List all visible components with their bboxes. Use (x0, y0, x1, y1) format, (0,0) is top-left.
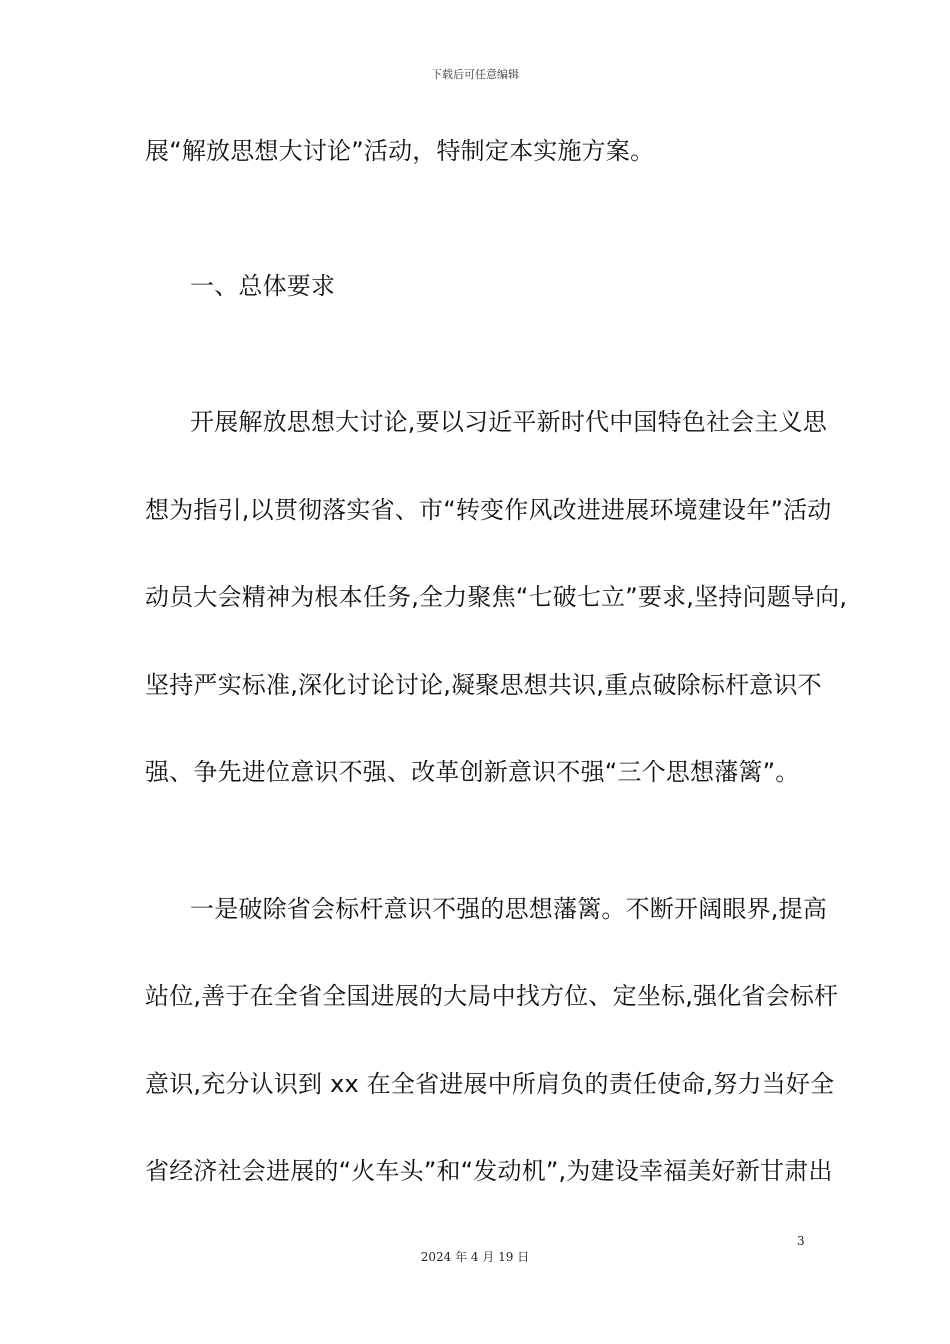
body-line: 站位,善于在全省全国进展的大局中找方位、定坐标,强化省会标杆 (145, 982, 839, 1010)
body-line: 动员大会精神为根本任务,全力聚焦“七破七立”要求,坚持问题导向, (145, 583, 848, 611)
body-line: 坚持严实标准,深化讨论讨论,凝聚思想共识,重点破除标杆意识不 (145, 671, 822, 699)
footer-date: 2024 年 4 月 19 日 (420, 1250, 530, 1264)
body-line: 意识,充分认识到 xx 在全省进展中所肩负的责任使命,努力当好全 (145, 1070, 835, 1098)
page-number: 3 (797, 1234, 805, 1248)
body-line: 一是破除省会标杆意识不强的思想藩篱。不断开阔眼界,提高 (190, 895, 828, 923)
body-line: 强、争先进位意识不强、改革创新意识不强“三个思想藩篱”。 (145, 758, 800, 786)
section-heading: 一、总体要求 (190, 272, 336, 300)
body-line: 展“解放思想大讨论”活动，特制定本实施方案。 (145, 137, 655, 165)
body-line: 想为指引,以贯彻落实省、市“转变作风改进进展环境建设年”活动 (145, 496, 832, 524)
body-line: 开展解放思想大讨论,要以习近平新时代中国特色社会主义思 (190, 408, 828, 436)
page-header: 下载后可任意编辑 (431, 68, 519, 81)
body-line: 省经济社会进展的“火车头”和“发动机”,为建设幸福美好新甘肃出 (145, 1157, 833, 1185)
